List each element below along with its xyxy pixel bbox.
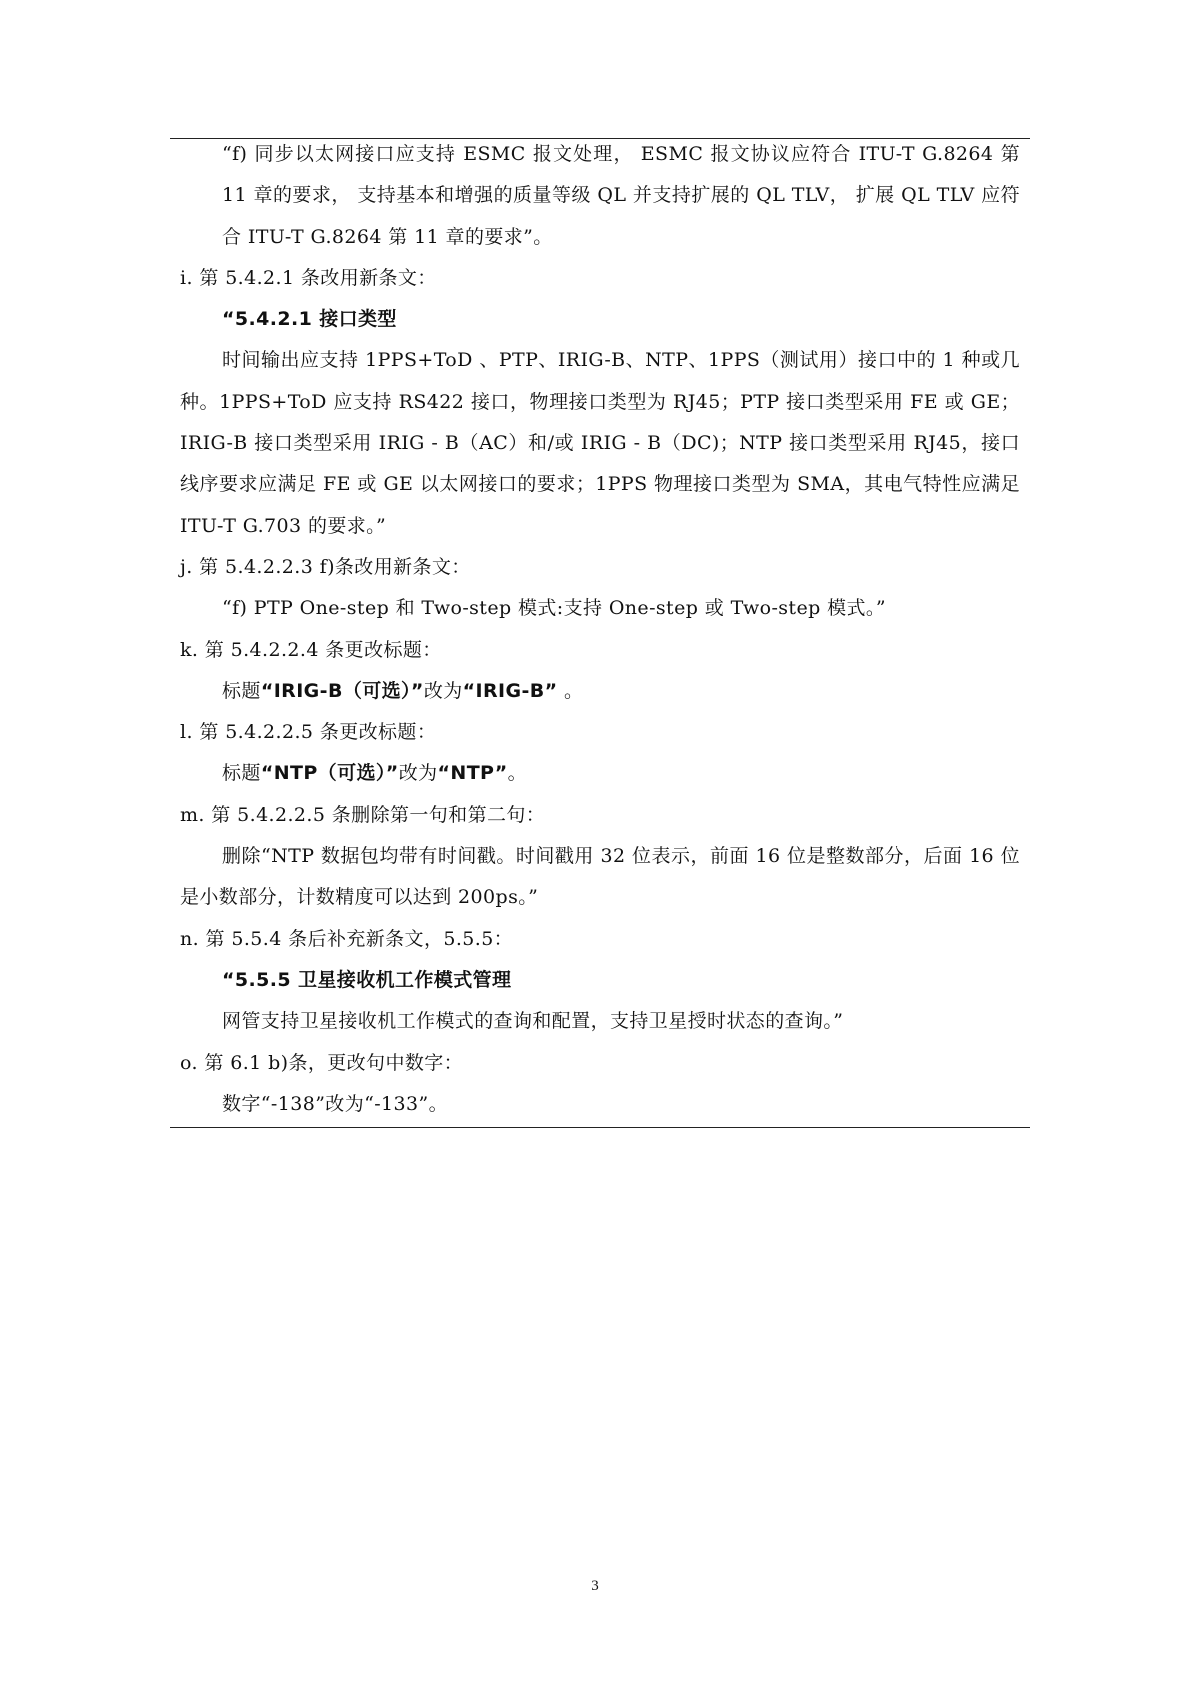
heading-5-5-5: “5.5.5 卫星接收机工作模式管理 bbox=[222, 968, 512, 991]
ntp-title-mid: 改为 bbox=[398, 762, 438, 785]
ntp-title-prefix: 标题 bbox=[222, 762, 261, 785]
paragraph-number-change: 数字“-138”改为“-133”。 bbox=[222, 1092, 449, 1115]
item-k: k. 第 5.4.2.2.4 条更改标题： bbox=[180, 638, 442, 661]
document-body bbox=[180, 134, 1020, 1125]
paragraph-ntp-delete bbox=[180, 836, 1020, 919]
paragraph-interface-types bbox=[180, 340, 1020, 546]
paragraph-satellite-mode: 网管支持卫星接收机工作模式的查询和配置，支持卫星授时状态的查询。” bbox=[222, 1010, 844, 1033]
irig-title-mid: 改为 bbox=[423, 679, 463, 702]
item-m: m. 第 5.4.2.2.5 条删除第一句和第二句： bbox=[180, 803, 546, 826]
item-i: i. 第 5.4.2.1 条改用新条文： bbox=[180, 266, 437, 289]
ntp-old-title: “NTP（可选）” bbox=[260, 762, 399, 785]
irig-old-title: “IRIG-B（可选）” bbox=[260, 679, 424, 702]
irig-title-suffix: 。 bbox=[557, 679, 584, 702]
paragraph-irig-title bbox=[180, 671, 1020, 712]
paragraph-f-esmc: “f) 同步以太网接口应支持 ESMC 报文处理， ESMC 报文协议应符合 ITU-T G.8264 第 11 章的要求， 支持基本和增强的质量等级 QL 并支持扩展的 QL TLV， 扩展 QL TLV 应符合 ITU-T G.8264 第 11 章的要求”。 bbox=[222, 143, 1020, 248]
item-j: j. 第 5.4.2.2.3 f)条改用新条文： bbox=[180, 555, 471, 578]
paragraph-ntp-title bbox=[180, 753, 1020, 794]
interface-types-text: 时间输出应支持 1PPS+ToD 、PTP、IRIG-B、NTP、1PPS（测试用）接口中的 1 种或几种。1PPS+ToD 应支持 RS422 接口，物理接口类型为 RJ45；PTP 接口类型采用 FE 或 GE；IRIG-B 接口类型采用 IRIG - B（AC）和/或 IRIG - B（DC)；NTP 接口类型采用 RJ45，接口线序要求应满足 FE 或 GE 以太网接口的要求；1PPS 物理接口类型为 SMA，其电气特性应满足 ITU-T G.703 的要求。” bbox=[180, 349, 1020, 537]
page-number: 3 bbox=[591, 1578, 599, 1594]
irig-new-title: “IRIG-B” bbox=[462, 679, 558, 702]
item-o: o. 第 6.1 b)条，更改句中数字： bbox=[180, 1051, 464, 1074]
heading-5-4-2-1: “5.4.2.1 接口类型 bbox=[222, 308, 397, 331]
ntp-new-title: “NTP” bbox=[437, 762, 508, 785]
ntp-title-suffix: 。 bbox=[507, 762, 528, 785]
item-n: n. 第 5.5.4 条后补充新条文，5.5.5： bbox=[180, 927, 514, 950]
bottom-rule bbox=[170, 1127, 1030, 1128]
ntp-delete-text: 删除“NTP 数据包均带有时间戳。时间戳用 32 位表示，前面 16 位是整数部分，后面 16 位是小数部分，计数精度可以达到 200ps。” bbox=[180, 845, 1020, 909]
paragraph-ptp-step: “f) PTP One-step 和 Two-step 模式:支持 One-step 或 Two-step 模式。” bbox=[222, 597, 886, 620]
irig-title-prefix: 标题 bbox=[222, 679, 261, 702]
item-l: l. 第 5.4.2.2.5 条更改标题： bbox=[180, 721, 437, 744]
